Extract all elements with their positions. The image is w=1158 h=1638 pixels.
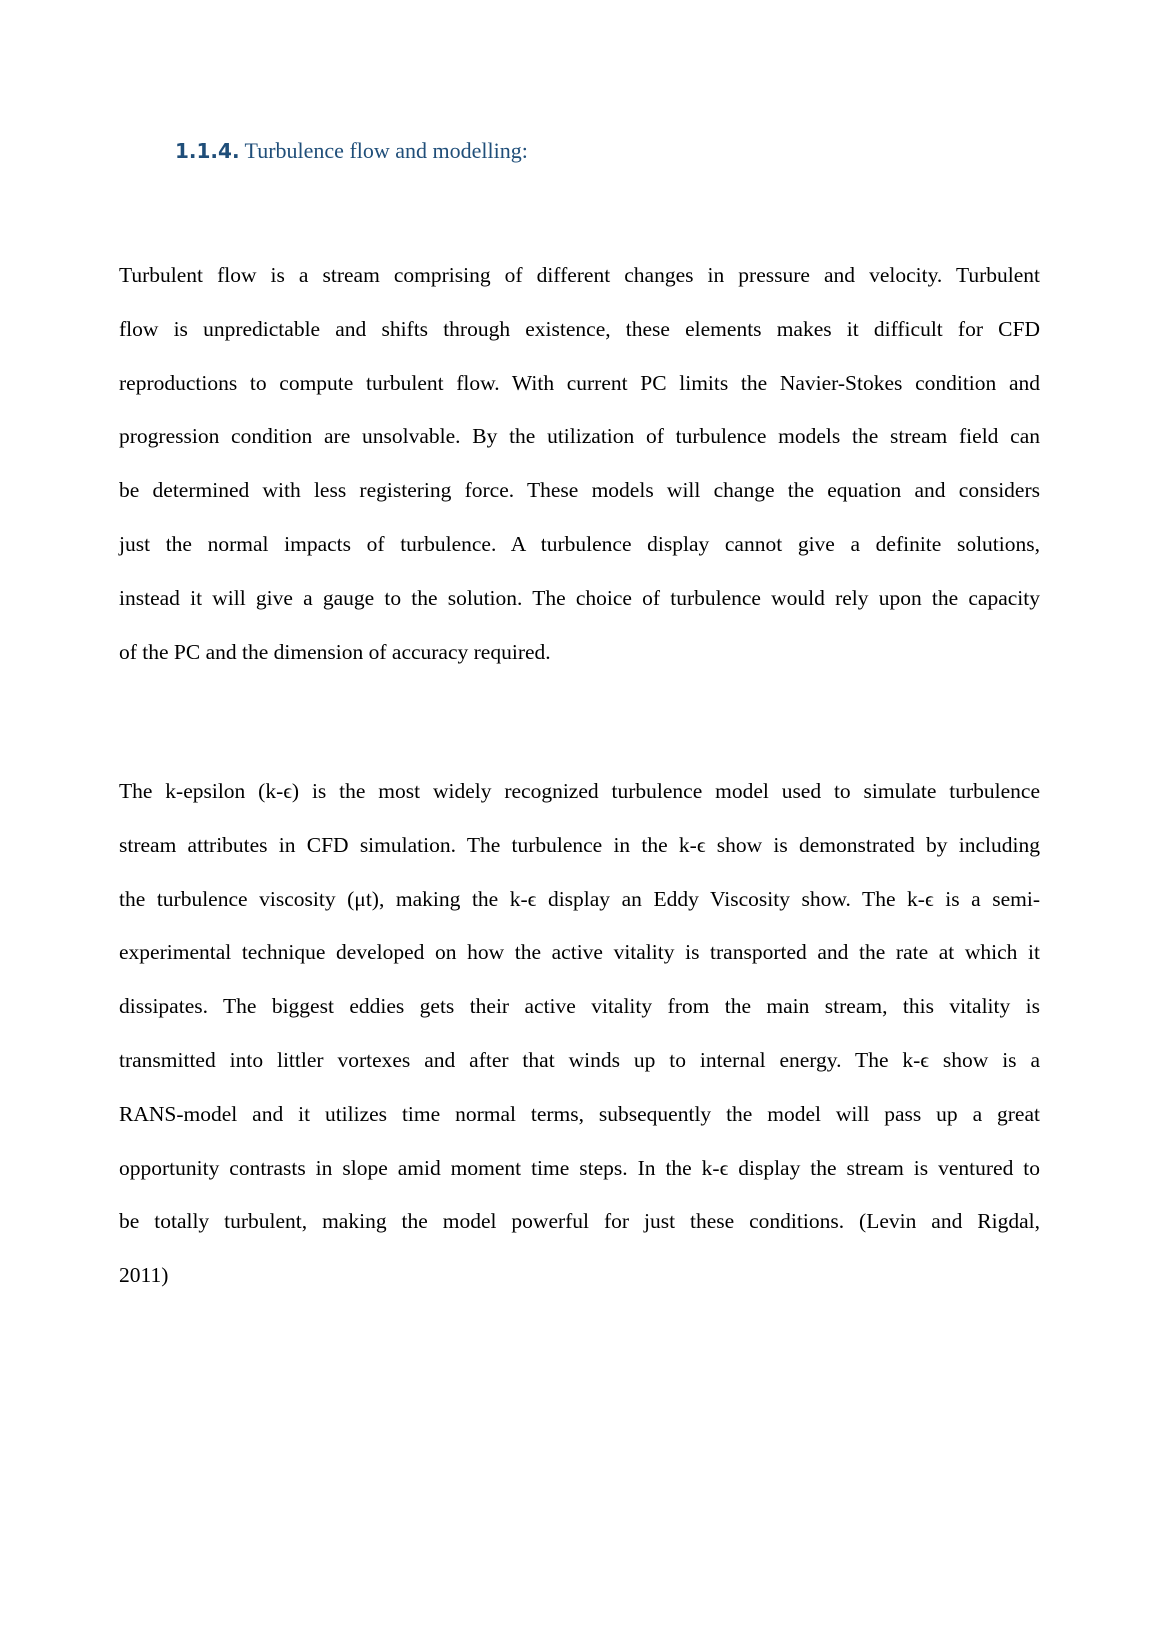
text-line: transmitted into littler vortexes and after that winds up to internal energy. The k-ϵ show is a	[119, 1047, 1040, 1072]
paragraph-k-epsilon	[119, 778, 1040, 1316]
text-line: just the normal impacts of turbulence. A turbulence display cannot give a definite solutions,	[119, 531, 1040, 556]
text-line: flow is unpredictable and shifts through existence, these elements makes it difficult for CFD	[119, 316, 1040, 341]
text-line: instead it will give a gauge to the solution. The choice of turbulence would rely upon the capacity	[119, 585, 1040, 610]
text-line: the turbulence viscosity (μt), making the k-ϵ display an Eddy Viscosity show. The k-ϵ is a semi-	[119, 886, 1040, 911]
text-line: of the PC and the dimension of accuracy required.	[119, 639, 551, 664]
text-line: be totally turbulent, making the model powerful for just these conditions. (Levin and Rigdal,	[119, 1209, 1040, 1234]
text-line: dissipates. The biggest eddies gets their active vitality from the main stream, this vitality is	[119, 994, 1040, 1019]
text-line: Turbulent flow is a stream comprising of different changes in pressure and velocity. Turbulent	[119, 263, 1040, 287]
paragraph-turbulent-flow	[119, 262, 1040, 692]
text-line: be determined with less registering force. These models will change the equation and considers	[119, 478, 1040, 503]
text-line: stream attributes in CFD simulation. The turbulence in the k-ϵ show is demonstrated by including	[119, 832, 1040, 857]
section-title: Turbulence flow and modelling:	[244, 138, 528, 163]
section-heading	[175, 138, 528, 164]
text-line: RANS-model and it utilizes time normal terms, subsequently the model will pass up a great	[119, 1101, 1040, 1126]
text-line: opportunity contrasts in slope amid moment time steps. In the k-ϵ display the stream is ventured to	[119, 1155, 1040, 1180]
text-line: experimental technique developed on how the active vitality is transported and the rate at which it	[119, 940, 1040, 965]
text-line: progression condition are unsolvable. By the utilization of turbulence models the stream field can	[119, 424, 1040, 449]
text-line: reproductions to compute turbulent flow. With current PC limits the Navier-Stokes condition and	[119, 370, 1040, 395]
section-number: 1.1.4.	[175, 139, 240, 163]
text-line: The k-epsilon (k-ϵ) is the most widely recognized turbulence model used to simulate turbulence	[119, 779, 1040, 803]
text-line: 2011)	[119, 1263, 169, 1288]
